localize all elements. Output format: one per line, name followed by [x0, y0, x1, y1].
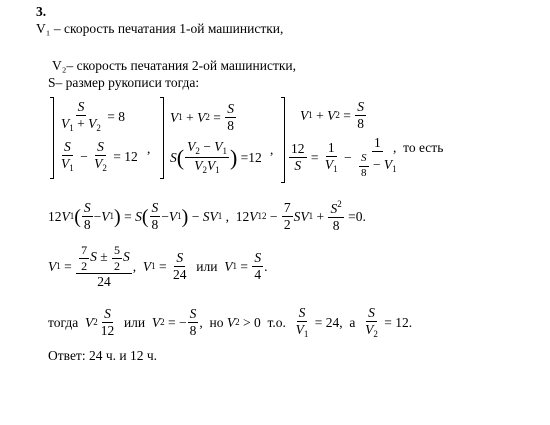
definition-v2: V₂– скорость печатания 2-ой машинистки,: [52, 58, 297, 73]
equation-roots: V 1 = $\frac{7}{2}$ S ± $\frac{5}{2}$ S 24 , V 1 = $\frac{S}{24}$ или V 1 = $\frac{S}{4}$ .: [48, 243, 268, 290]
answer: Ответ: 24 ч. и 12 ч.: [48, 348, 158, 363]
definition-s: S– размер рукописи тогда:: [48, 75, 200, 90]
problem-number: 3.: [36, 4, 47, 19]
equation-conclusion: тогда V 2 $\frac{S}{12}$ или V 2 = − $\frac{S}{8}$ , но V 2 > 0 т.о. $\frac{S}{V_1}$ = 24, а $\frac{S}{V_2}$ = 12.: [48, 305, 413, 340]
equation-quadratic: 12 V 1 ( $\frac{S}{8}$ − V 1 ) = S ( $\frac{S}{8}$ − V 1 ) − SV 1 , 12 V 1 2 − $\frac{7}{2}$ SV 1 + $\frac{S^2}{8}$ = 0 .: [48, 199, 366, 234]
definition-v1: V₁ – скорость печатания 1-ой машинистки,: [36, 21, 284, 36]
